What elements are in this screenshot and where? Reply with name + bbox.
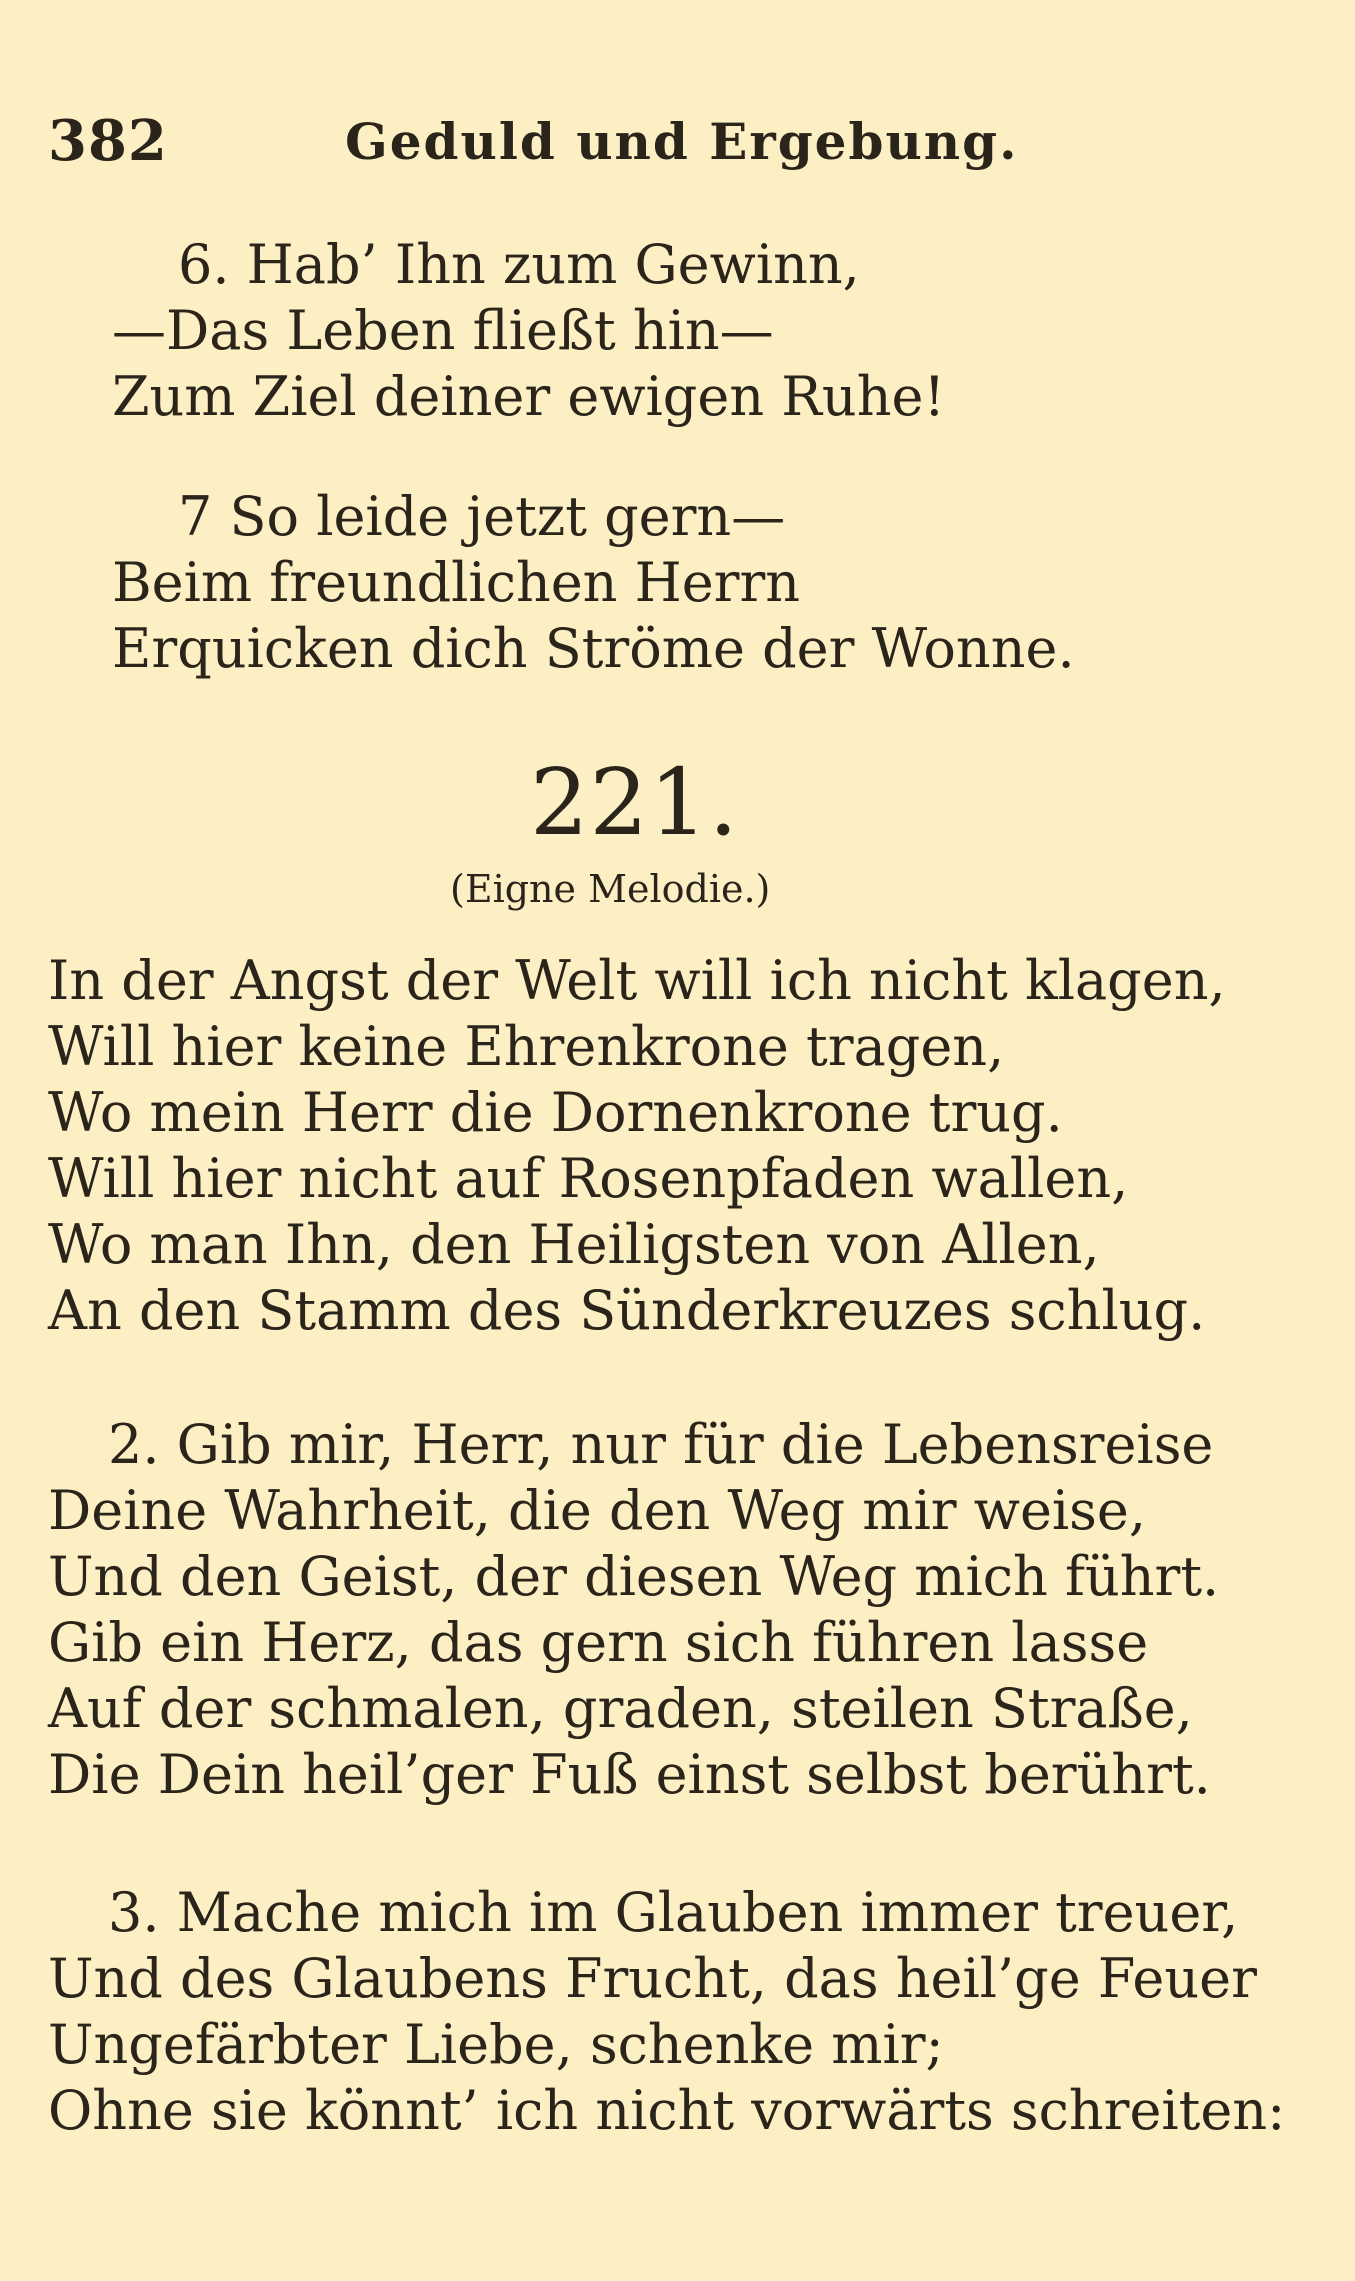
verse-line: Ungefärbter Liebe, schenke mir;: [48, 2013, 944, 2076]
verse-line: Wo man Ihn, den Heiligsten von Allen,: [48, 1213, 1100, 1276]
verse-line: 6. Hab’ Ihn zum Gewinn,: [178, 233, 860, 296]
verse-line: 2. Gib mir, Herr, nur für die Lebensreise: [108, 1413, 1214, 1476]
verse-line: Zum Ziel deiner ewigen Ruhe!: [112, 365, 946, 428]
verse-line: 7 So leide jetzt gern—: [178, 485, 786, 548]
verse-line: In der Angst der Welt will ich nicht klagen,: [48, 949, 1226, 1012]
verse-line: Ohne sie könnt’ ich nicht vorwärts schreiten:: [48, 2079, 1286, 2142]
verse-line: —Das Leben fließt hin—: [112, 299, 774, 362]
melody-note: (Eigne Melodie.): [450, 867, 771, 911]
hymn-number: 221.: [530, 749, 739, 856]
verse-line: Will hier nicht auf Rosenpfaden wallen,: [48, 1147, 1129, 1210]
page-header: [0, 108, 1355, 188]
verse-line: 3. Mache mich im Glauben immer treuer,: [108, 1881, 1239, 1944]
verse-line: Erquicken dich Ströme der Wonne.: [112, 617, 1075, 680]
verse-line: Die Dein heil’ger Fuß einst selbst berührt.: [48, 1743, 1211, 1806]
verse-line: Deine Wahrheit, die den Weg mir weise,: [48, 1479, 1147, 1542]
verse-line: Wo mein Herr die Dornenkrone trug.: [48, 1081, 1063, 1144]
verse-line: An den Stamm des Sünderkreuzes schlug.: [48, 1279, 1206, 1342]
verse-line: Beim freundlichen Herrn: [112, 551, 801, 614]
running-title: Geduld und Ergebung.: [345, 112, 1019, 171]
verse-line: Auf der schmalen, graden, steilen Straße,: [48, 1677, 1193, 1740]
verse-line: Und des Glaubens Frucht, das heil’ge Feuer: [48, 1947, 1257, 2010]
verse-line: Und den Geist, der diesen Weg mich führt.: [48, 1545, 1220, 1608]
verse-line: Will hier keine Ehrenkrone tragen,: [48, 1015, 1005, 1078]
page-number: 382: [48, 108, 168, 174]
verse-line: Gib ein Herz, das gern sich führen lasse: [48, 1611, 1149, 1674]
